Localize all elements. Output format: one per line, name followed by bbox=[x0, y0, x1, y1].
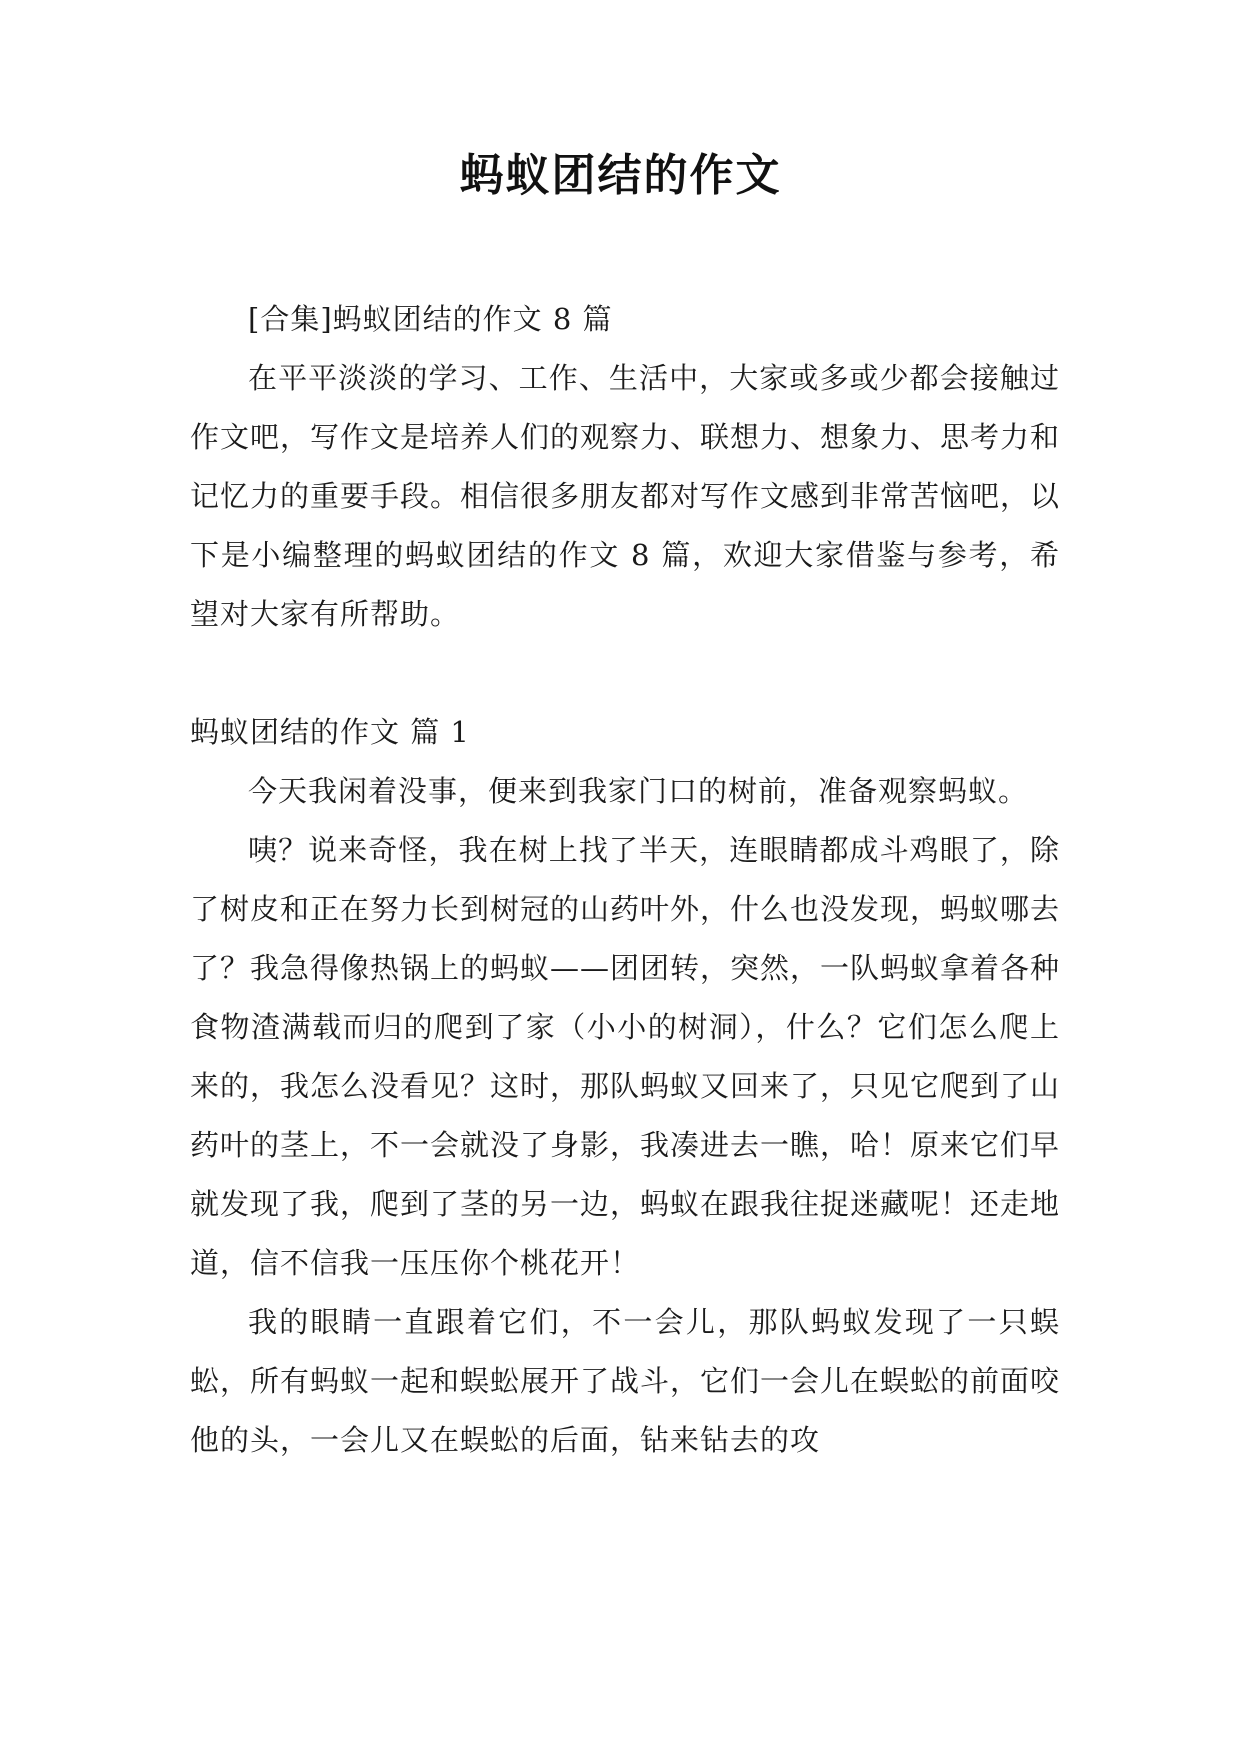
section-1-paragraph-2: 咦？说来奇怪，我在树上找了半天，连眼睛都成斗鸡眼了，除了树皮和正在努力长到树冠的山药叶外，什么也没发现，蚂蚁哪去了？我急得像热锅上的蚂蚁——团团转，突然，一队蚂蚁拿着各种食物渣满载而归的爬到了家（小小的树洞），什么？它们怎么爬上来的，我怎么没看见？这时，那队蚂蚁又回来了，只见它爬到了山药叶的茎上，不一会就没了身影，我凑进去一瞧，哈！原来它们早就发现了我，爬到了茎的另一边，蚂蚁在跟我往捉迷藏呢！还走地道，信不信我一压压你个桃花开！ bbox=[190, 833, 1061, 1280]
section-1-paragraph-3: 我的眼睛一直跟着它们，不一会儿，那队蚂蚁发现了一只蜈蚣，所有蚂蚁一起和蜈蚣展开了战斗，它们一会儿在蜈蚣的前面咬他的头，一会儿又在蜈蚣的后面，钻来钻去的攻 bbox=[190, 1305, 1061, 1457]
intro-heading: [合集]蚂蚁团结的作文 8 篇 bbox=[248, 302, 613, 336]
intro-paragraph: 在平平淡淡的学习、工作、生活中，大家或多或少都会接触过作文吧，写作文是培养人们的观察力、联想力、想象力、思考力和记忆力的重要手段。相信很多朋友都对写作文感到非常苦恼吧，以下是小编整理的蚂蚁团结的作文 8 篇，欢迎大家借鉴与参考，希望对大家有所帮助。 bbox=[190, 361, 1061, 631]
document-body bbox=[190, 290, 1060, 1470]
document-title: 蚂蚁团结的作文 bbox=[459, 150, 782, 201]
section-1-paragraph-1: 今天我闲着没事，便来到我家门口的树前，准备观察蚂蚁。 bbox=[248, 774, 1029, 808]
section-1-heading: 蚂蚁团结的作文 篇 1 bbox=[190, 715, 470, 749]
